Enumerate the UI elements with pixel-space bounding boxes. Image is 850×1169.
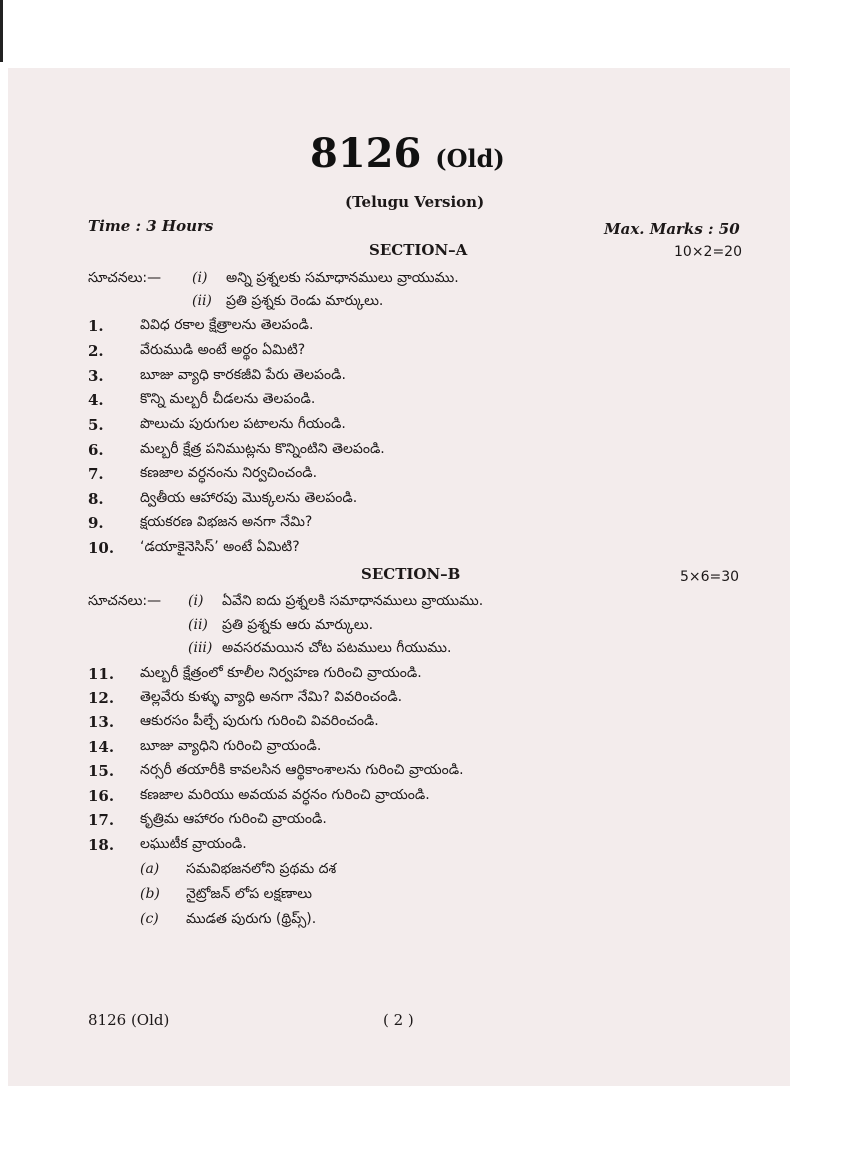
question-text: లఘుటీక వ్రాయండి. xyxy=(140,836,247,852)
question-text: నర్సరీ తయారీకి కావలసిన ఆర్థికాంశాలను గురించి వ్రాయండి. xyxy=(140,762,464,778)
question-text: క్షయకరణ విభజన అనగా నేమి? xyxy=(140,514,313,530)
question-number: 2. xyxy=(88,342,104,360)
max-marks-label: Max. Marks : 50 xyxy=(604,220,740,238)
question-text: కృత్రిమ ఆహారం గురించి వ్రాయండి. xyxy=(140,811,327,827)
question-number: 13. xyxy=(88,713,115,731)
section-b-instruction-num: (ii) xyxy=(188,617,208,633)
section-b-marks: 5×6=30 xyxy=(680,569,740,585)
question-number: 16. xyxy=(88,787,115,805)
question-text: కణజాల వర్ధనంను నిర్వచించండి. xyxy=(140,465,318,481)
section-a-instruction-num: (i) xyxy=(192,270,208,286)
question-number: 12. xyxy=(88,689,115,707)
question-text: వేరుముడి అంటే అర్థం ఏమిటి? xyxy=(140,342,306,358)
question-text: మల్బరీ క్షేత్ర పనిముట్లను కొన్నింటిని తెలపండి. xyxy=(140,441,385,457)
section-a-title: SECTION–A xyxy=(369,241,468,259)
section-b-instruction-num: (iii) xyxy=(188,640,213,656)
question-number: 6. xyxy=(88,441,104,459)
subpart-text: నైట్రోజన్ లోప లక్షణాలు xyxy=(186,886,312,902)
question-number: 1. xyxy=(88,317,104,335)
section-b-note-label: సూచనలు:— xyxy=(88,593,162,609)
question-number: 15. xyxy=(88,762,115,780)
question-text: తెల్లవేరు కుళ్ళు వ్యాధి అనగా నేమి? వివరించండి. xyxy=(140,689,403,705)
question-number: 7. xyxy=(88,465,104,483)
question-text: పొలుచు పురుగుల పటాలను గీయండి. xyxy=(140,416,346,432)
question-number: 3. xyxy=(88,367,104,385)
question-text: కణజాల మరియు అవయవ వర్ధనం గురించి వ్రాయండి. xyxy=(140,787,430,803)
section-a-instruction: అన్ని ప్రశ్నలకు సమాధానములు వ్రాయుము. xyxy=(226,270,459,286)
question-text: మల్బరీ క్షేత్రంలో కూలీల నిర్వహణ గురించి వ్రాయండి. xyxy=(140,665,422,681)
section-b-instruction-num: (i) xyxy=(188,593,204,609)
version-label: (Telugu Version) xyxy=(345,193,485,211)
question-number: 4. xyxy=(88,391,104,409)
question-number: 14. xyxy=(88,738,115,756)
question-number: 9. xyxy=(88,514,104,532)
section-b-title: SECTION–B xyxy=(361,565,461,583)
paper-title xyxy=(310,130,505,177)
section-a-marks: 10×2=20 xyxy=(674,244,742,260)
section-a-instruction-num: (ii) xyxy=(192,293,212,309)
question-text: కొన్ని మల్బరీ చీడలను తెలపండి. xyxy=(140,391,316,407)
subpart-label: (c) xyxy=(140,911,159,927)
paper-code: 8126 xyxy=(310,130,422,177)
question-text: బూజు వ్యాధిని గురించి వ్రాయండి. xyxy=(140,738,322,754)
section-b-instruction: ప్రతి ప్రశ్నకు ఆరు మార్కులు. xyxy=(222,617,374,633)
question-number: 17. xyxy=(88,811,115,829)
question-number: 11. xyxy=(88,665,115,683)
question-number: 18. xyxy=(88,836,115,854)
question-text: బూజు వ్యాధి కారకజీవి పేరు తెలపండి. xyxy=(140,367,346,383)
section-a-instruction: ప్రతి ప్రశ్నకు రెండు మార్కులు. xyxy=(226,293,384,309)
subpart-text: సమవిభజనలోని ప్రథమ దశ xyxy=(186,861,337,877)
section-a-note-label: సూచనలు:— xyxy=(88,270,162,286)
question-text: ‘డయాకైనెసిస్’ అంటే ఏమిటి? xyxy=(140,539,300,555)
question-text: ఆకురసం పీల్చే పురుగు గురించి వివరించండి. xyxy=(140,713,379,729)
question-number: 8. xyxy=(88,490,104,508)
question-text: వివిధ రకాల క్షేత్రాలను తెలపండి. xyxy=(140,317,314,333)
section-b-instruction: ఏవేని ఐదు ప్రశ్నలకి సమాధానములు వ్రాయుము. xyxy=(222,593,484,609)
time-label: Time : 3 Hours xyxy=(88,217,214,235)
section-b-instruction: అవసరమయిన చోట పటములు గీయుము. xyxy=(222,640,452,656)
question-text: ద్వితీయ ఆహారపు మొక్కలను తెలపండి. xyxy=(140,490,358,506)
question-number: 10. xyxy=(88,539,115,557)
footer-paper-code: 8126 (Old) xyxy=(88,1011,170,1029)
subpart-text: ముడత పురుగు (థ్రిప్స్). xyxy=(186,911,317,927)
scan-edge-mark xyxy=(0,0,3,62)
subpart-label: (b) xyxy=(140,886,160,902)
subpart-label: (a) xyxy=(140,861,160,877)
page-number: ( 2 ) xyxy=(383,1011,414,1029)
question-number: 5. xyxy=(88,416,104,434)
paper-variant: (Old) xyxy=(435,144,505,173)
